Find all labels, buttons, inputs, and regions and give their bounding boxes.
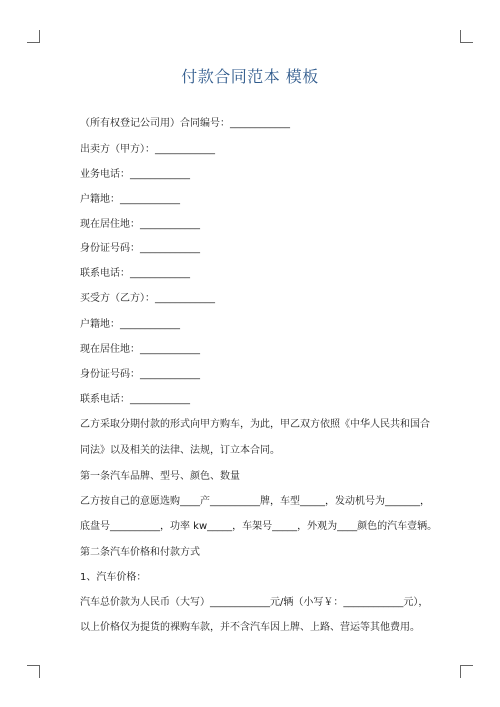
seller-field: 出卖方（甲方）：____________ bbox=[80, 144, 215, 155]
seller-id-number-field: 身份证号码：____________ bbox=[80, 243, 200, 254]
seller-contact-phone-field: 联系电话：____________ bbox=[80, 268, 190, 279]
buyer-contact-phone-field: 联系电话：____________ bbox=[80, 394, 190, 405]
buyer-household-registration-field: 户籍地：____________ bbox=[80, 319, 180, 330]
section-1-heading: 1、汽车价格： bbox=[80, 572, 147, 583]
document-title: 付款合同范本 模板 bbox=[181, 67, 319, 86]
crop-mark-top-right bbox=[460, 30, 473, 43]
article-1-line-2: 底盘号__________，功率 kw_____，车架号_____，外观为____颜色的汽车壹辆。 bbox=[80, 521, 438, 532]
article-1-line-1: 乙方按自己的意愿选购____产__________牌，车型_____，发动机号为_______， bbox=[80, 496, 430, 507]
contract-number-field: （所有权登记公司用）合同编号：____________ bbox=[80, 118, 290, 129]
buyer-residence-field: 现在居住地：____________ bbox=[80, 344, 200, 355]
seller-residence-field: 现在居住地：____________ bbox=[80, 219, 200, 230]
article-2-heading: 第二条汽车价格和付款方式 bbox=[80, 547, 200, 558]
seller-household-registration-field: 户籍地：____________ bbox=[80, 194, 180, 205]
buyer-id-number-field: 身份证号码：____________ bbox=[80, 369, 200, 380]
price-line-1: 汽车总价款为人民币（大写）____________元/辆（小写￥：____________元）， bbox=[80, 597, 429, 608]
crop-mark-bottom-right bbox=[460, 665, 473, 678]
crop-mark-top-left bbox=[27, 30, 40, 43]
seller-business-phone-field: 业务电话：____________ bbox=[80, 169, 190, 180]
buyer-field: 买受方（乙方）：____________ bbox=[80, 293, 215, 304]
price-line-2: 以上价格仅为提货的裸购车款，并不含汽车因上牌、上路、营运等其他费用。 bbox=[80, 622, 420, 633]
article-1-heading: 第一条汽车品牌、型号、颜色、数量 bbox=[80, 471, 240, 482]
crop-mark-bottom-left bbox=[27, 665, 40, 678]
intro-paragraph-line-2: 同法》以及相关的法律、法规，订立本合同。 bbox=[80, 445, 280, 456]
intro-paragraph-line-1: 乙方采取分期付款的形式向甲方购车，为此，甲乙双方依照《中华人民共和国合 bbox=[80, 419, 430, 430]
